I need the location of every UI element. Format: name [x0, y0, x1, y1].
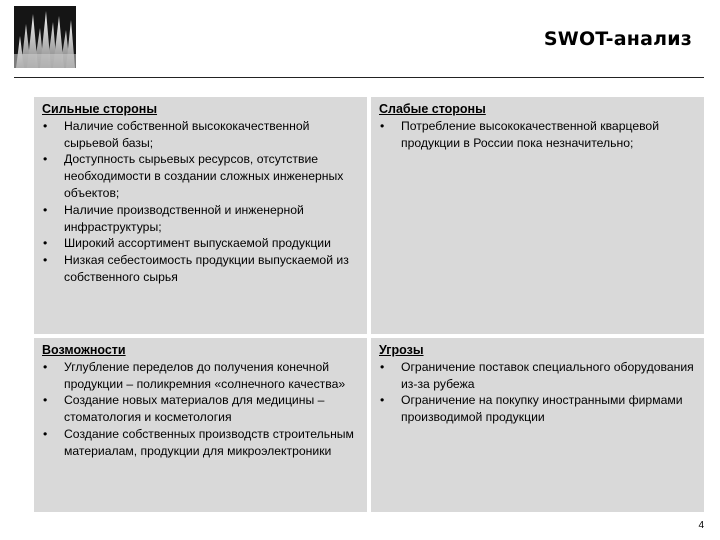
- page-number: 4: [698, 520, 704, 531]
- quartz-crystals-logo: [14, 6, 76, 68]
- opportunities-cell: [34, 338, 367, 512]
- list-item-text: Ограничение на покупку иностранными фирмами производимой продукции: [401, 393, 683, 425]
- header-divider: [14, 77, 704, 78]
- bullet: •: [43, 393, 48, 408]
- list-item: [42, 151, 359, 201]
- quartz-crystals-icon: [14, 6, 76, 68]
- list-item: [42, 392, 359, 426]
- list-item: [42, 118, 359, 152]
- threats-cell: [371, 338, 704, 512]
- list-item-text: Углубление переделов до получения конечной продукции – поликремния «солнечного качества»: [64, 359, 346, 391]
- list-item: [379, 392, 696, 426]
- threats-list: [379, 359, 696, 426]
- page-title: SWOT-анализ: [543, 28, 692, 50]
- list-item-text: Наличие собственной высококачественной сырьевой базы;: [64, 118, 310, 150]
- list-item: [42, 235, 359, 252]
- list-item-text: Создание собственных производств строительным материалам, продукции для микроэлектроники: [64, 426, 354, 458]
- bullet: •: [43, 426, 48, 441]
- bullet: •: [380, 118, 385, 133]
- list-item-text: Создание новых материалов для медицины – стоматология и косметология: [64, 393, 325, 425]
- list-item: [42, 202, 359, 236]
- strengths-heading: Сильные стороны: [42, 102, 158, 116]
- list-item-text: Наличие производственной и инженерной инфраструктуры;: [64, 202, 304, 234]
- weaknesses-list: [379, 118, 696, 152]
- swot-table: [34, 97, 704, 512]
- bullet: •: [380, 393, 385, 408]
- list-item: [42, 426, 359, 460]
- list-item-text: Ограничение поставок специального оборудования из-за рубежа: [401, 359, 694, 391]
- list-item: [42, 359, 359, 393]
- list-item-text: Широкий ассортимент выпускаемой продукции: [64, 236, 331, 251]
- weaknesses-heading: Слабые стороны: [379, 102, 486, 116]
- bullet: •: [43, 202, 48, 217]
- strengths-cell: [34, 97, 367, 334]
- bullet: •: [380, 359, 385, 374]
- threats-heading: Угрозы: [379, 343, 424, 357]
- list-item-text: Потребление высококачественной кварцевой продукции в России пока незначительно;: [401, 118, 660, 150]
- bullet: •: [43, 253, 48, 268]
- bullet: •: [43, 152, 48, 167]
- bullet: •: [43, 236, 48, 251]
- weaknesses-cell: [371, 97, 704, 334]
- bullet: •: [43, 359, 48, 374]
- list-item: [42, 252, 359, 286]
- bullet: •: [43, 118, 48, 133]
- strengths-list: [42, 118, 359, 286]
- list-item: [379, 118, 696, 152]
- list-item-text: Низкая себестоимость продукции выпускаемой из собственного сырья: [64, 253, 349, 284]
- opportunities-list: [42, 359, 359, 460]
- list-item: [379, 359, 696, 393]
- list-item-text: Доступность сырьевых ресурсов, отсутствие необходимости в создании сложных инженерных объектов;: [64, 152, 344, 200]
- opportunities-heading: Возможности: [42, 343, 126, 357]
